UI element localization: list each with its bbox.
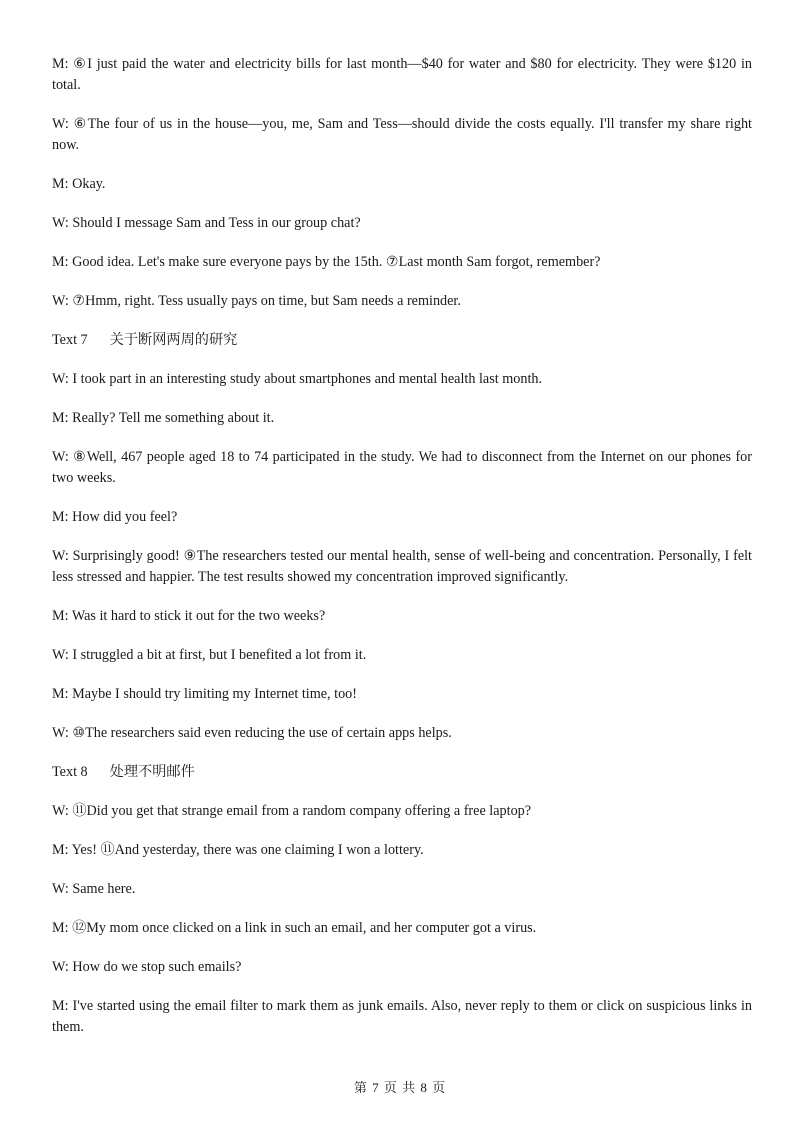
page-footer: 第 7 页 共 8 页 <box>353 1080 447 1095</box>
text8-heading <box>52 762 752 783</box>
dialogue-line: W: Same here. <box>52 881 136 897</box>
dialogue-line: M: ⑫My mom once clicked on a link in such an email, and her computer got a virus. <box>52 920 537 936</box>
dialogue-line: M: Good idea. Let's make sure everyone pays by the 15th. ⑦Last month Sam forgot, remember? <box>52 254 601 270</box>
dialogue-line: M: Yes! ⑪And yesterday, there was one claiming I won a lottery. <box>52 842 424 858</box>
dialogue-line: M: ⑥I just paid the water and electricity bills for last month—$40 for water and $80 for electricity. They were $120 in total. <box>52 56 752 93</box>
dialogue-line: W: Surprisingly good! ⑨The researchers tested our mental health, sense of well-being and concentration. Personally, I felt less stressed and happier. The test results showed my concentration improved significantly. <box>52 548 752 585</box>
dialogue-line: W: ⑪Did you get that strange email from a random company offering a free laptop? <box>52 803 532 819</box>
dialogue-line: M: Okay. <box>52 176 106 192</box>
dialogue-line: W: ⑩The researchers said even reducing the use of certain apps helps. <box>52 725 452 741</box>
dialogue-line: M: Maybe I should try limiting my Internet time, too! <box>52 686 357 702</box>
dialogue-line: W: How do we stop such emails? <box>52 959 242 975</box>
dialogue-line: M: I've started using the email filter to mark them as junk emails. Also, never reply to them or click on suspicious links in them. <box>52 998 752 1035</box>
text8-topic: 处理不明邮件 <box>109 764 195 780</box>
dialogue-line: W: ⑧Well, 467 people aged 18 to 74 participated in the study. We had to disconnect from the Internet on our phones for two weeks. <box>52 449 752 486</box>
text7-topic: 关于断网两周的研究 <box>109 332 238 348</box>
dialogue-line: M: How did you feel? <box>52 509 178 525</box>
dialogue-line: W: I struggled a bit at first, but I benefited a lot from it. <box>52 647 367 663</box>
document-page <box>52 54 752 1056</box>
dialogue-line: M: Really? Tell me something about it. <box>52 410 275 426</box>
dialogue-line: W: ⑥The four of us in the house—you, me, Sam and Tess—should divide the costs equally. I'll transfer my share right now. <box>52 116 752 153</box>
dialogue-line: M: Was it hard to stick it out for the two weeks? <box>52 608 326 624</box>
text7-heading <box>52 330 752 351</box>
dialogue-line: W: I took part in an interesting study about smartphones and mental health last month. <box>52 371 543 387</box>
text7-label: Text 7 <box>52 332 88 348</box>
dialogue-line: W: ⑦Hmm, right. Tess usually pays on time, but Sam needs a reminder. <box>52 293 461 309</box>
dialogue-line: W: Should I message Sam and Tess in our group chat? <box>52 215 361 231</box>
text8-label: Text 8 <box>52 764 88 780</box>
